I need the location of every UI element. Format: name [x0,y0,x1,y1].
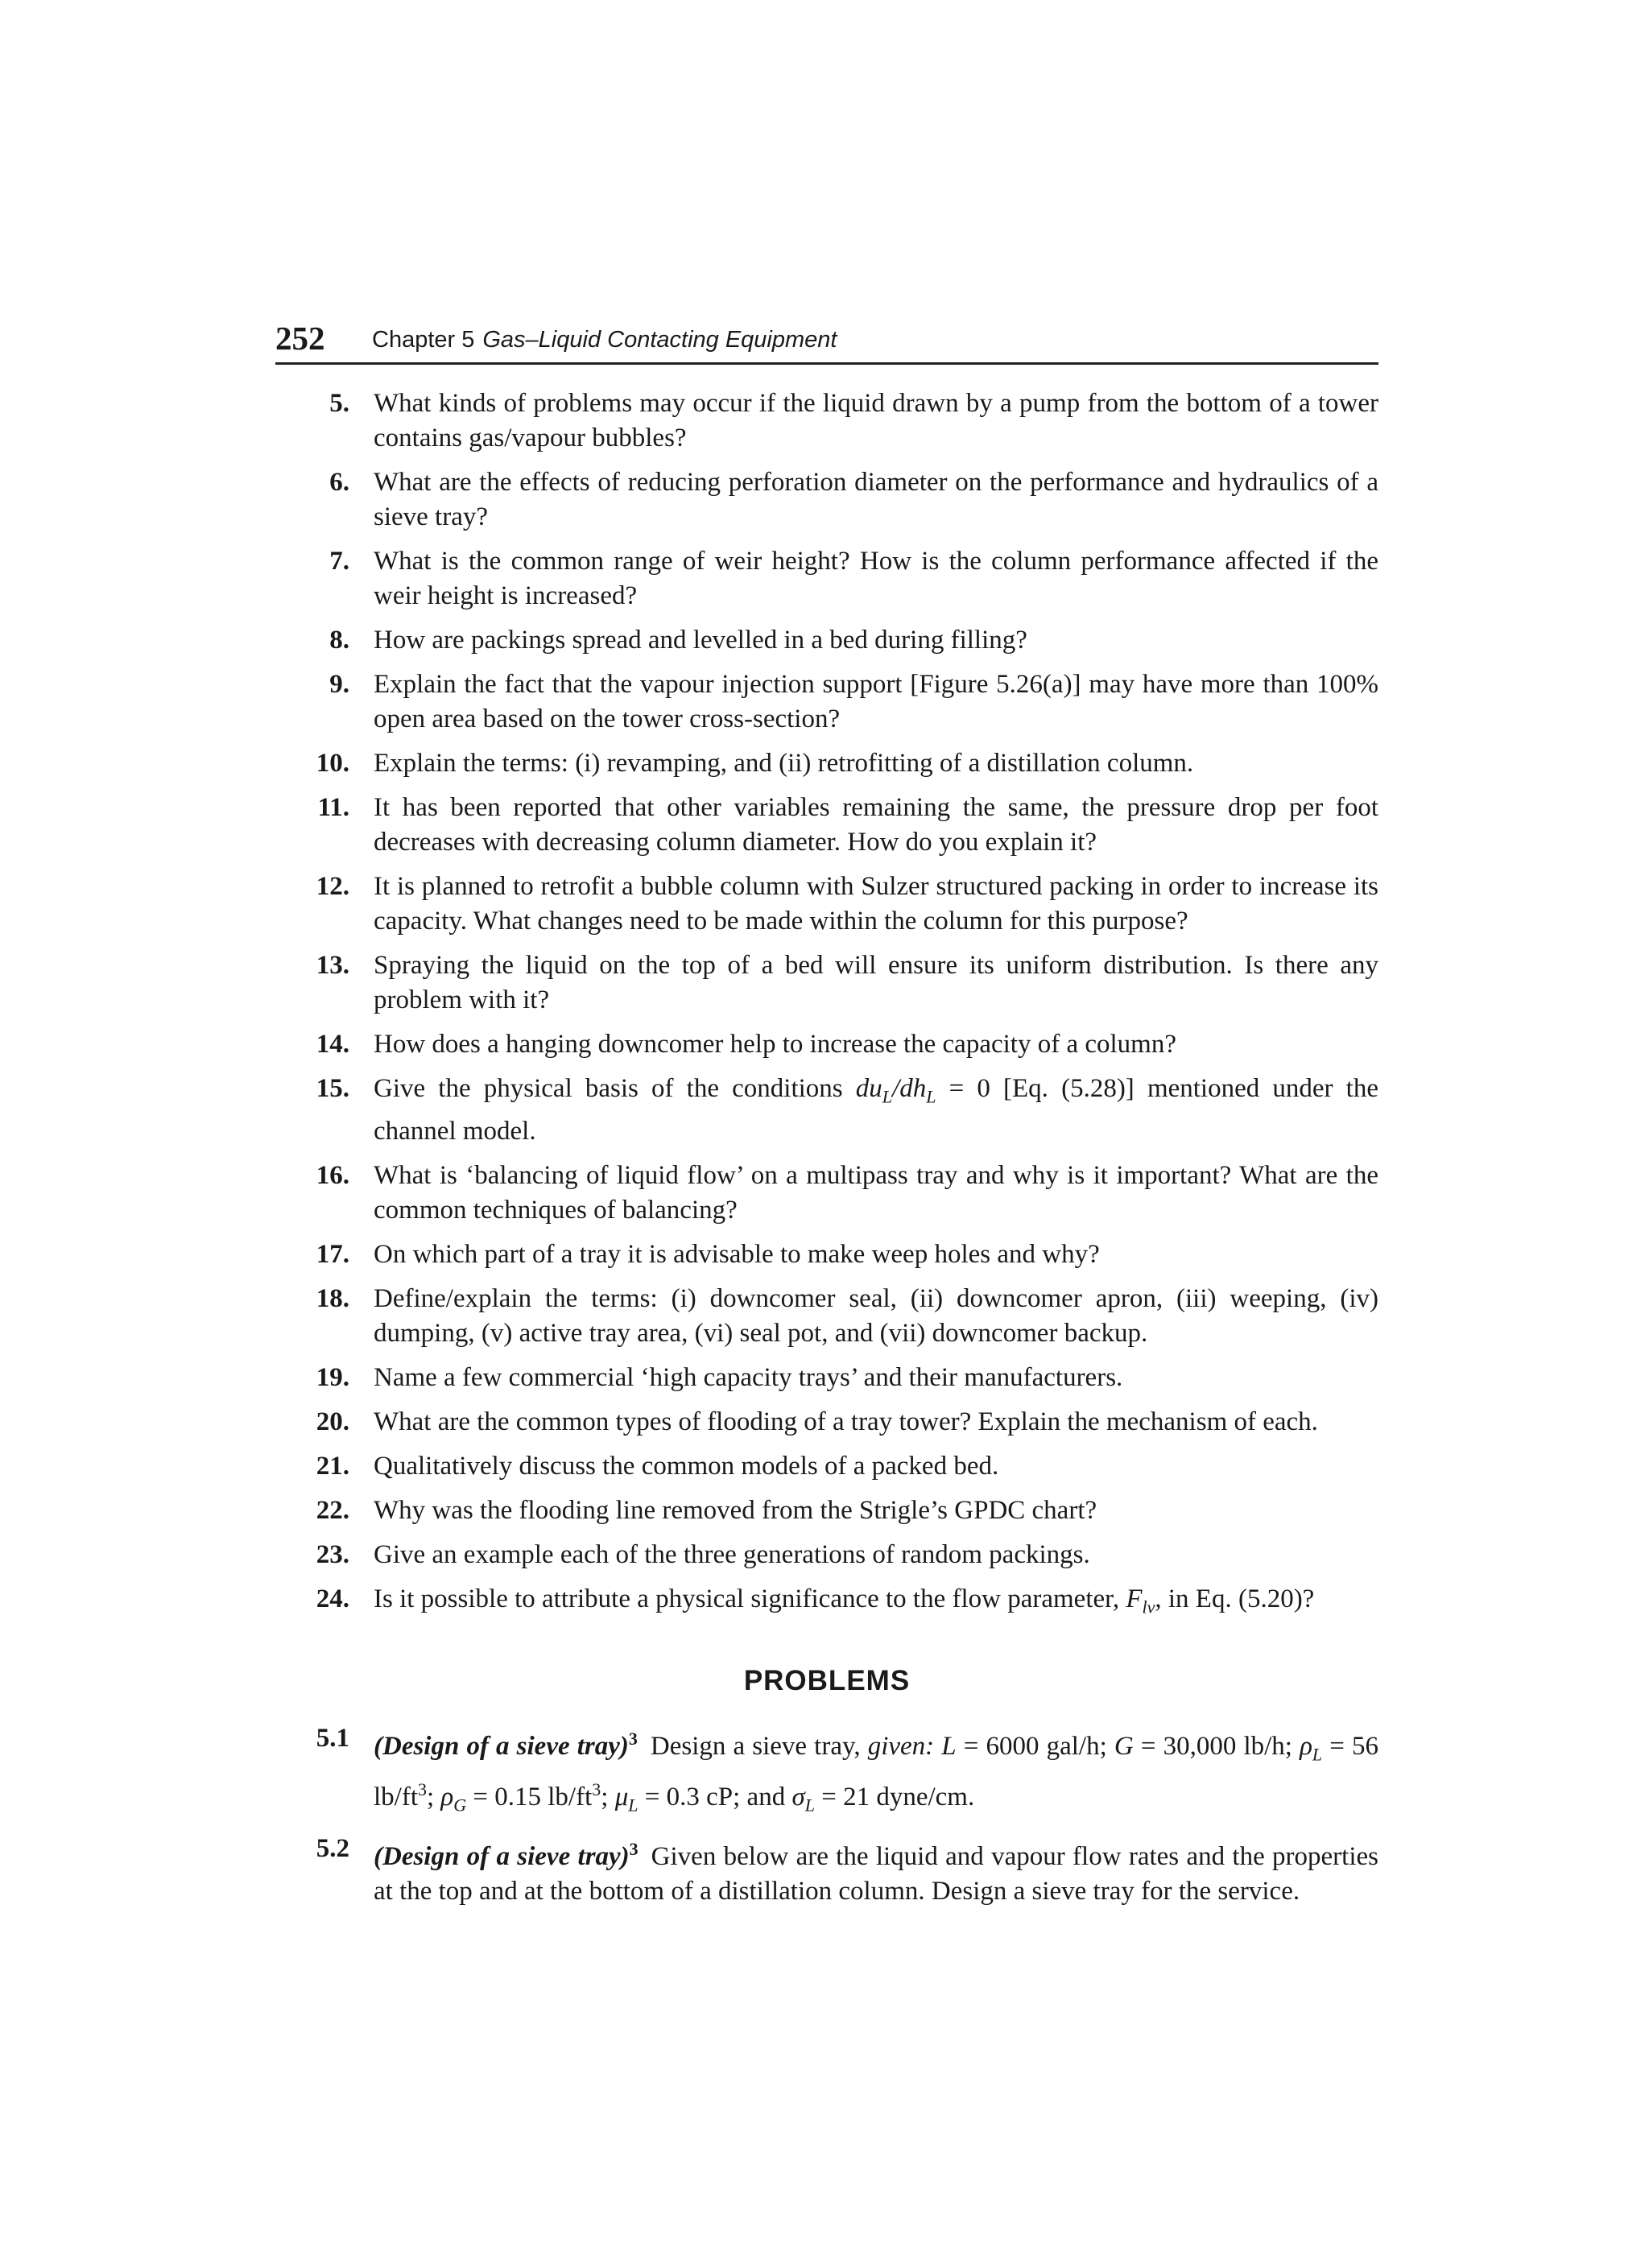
page-header [275,316,1378,365]
question-item [298,465,1378,535]
question-item [298,870,1378,939]
question-number: 18. [316,1283,349,1313]
page-number: 252 [275,320,325,357]
problems-list [298,1721,1378,1919]
question-item [298,1159,1378,1228]
math-subscript: G [453,1795,467,1816]
problem-text: Given below are the liquid and vapour flow rates and the properties at the top and at the bottom of a distillation column. Design a sieve tray for the service. [374,1842,1378,1907]
exponent: 3 [418,1778,427,1799]
question-item [298,1027,1378,1062]
chapter-label: Chapter 5 [372,327,475,353]
problem-number: 5.2 [316,1834,349,1864]
question-item [298,544,1378,613]
question-item [298,386,1378,456]
given-label: given: [867,1732,935,1761]
question-number: 21. [316,1451,349,1481]
question-item [298,667,1378,737]
question-number: 14. [316,1030,349,1059]
problem-title-text: (Design of a sieve tray) [374,1732,629,1761]
question-text: How does a hanging downcomer help to increase the capacity of a column? [374,1030,1176,1059]
math-subscript: L [1312,1744,1323,1765]
question-text: Why was the flooding line removed from the Strigle’s GPDC chart? [374,1495,1097,1525]
reference-superscript: 3 [628,1729,638,1749]
math-variable: L [941,1732,957,1761]
problem-title [374,1839,639,1872]
question-number: 11. [317,793,349,822]
question-text: What is ‘balancing of liquid flow’ on a multipass tray and why is it important? What are the common techniques of balancing? [374,1160,1378,1225]
separator: ; [601,1782,615,1812]
problem-item [298,1832,1378,1909]
question-number: 20. [316,1407,349,1436]
running-head [372,327,837,353]
question-item [298,1582,1378,1625]
math-variable: du [855,1074,882,1103]
math-subscript: L [882,1086,893,1107]
question-text: It has been reported that other variables remaining the same, the pressure drop per foot decreases with decreasing column diameter. How do you explain it? [374,793,1378,857]
question-number: 9. [329,670,349,699]
question-item [298,1449,1378,1484]
chapter-title: Gas–Liquid Contacting Equipment [482,327,837,353]
question-item [298,1072,1378,1149]
question-text: Explain the fact that the vapour injection support [Figure 5.26(a)] may have more than 100% open area based on the tower cross-section? [374,670,1378,733]
separator: ; [427,1782,441,1812]
question-item [298,1538,1378,1572]
problem-title-text: (Design of a sieve tray) [374,1842,630,1872]
math-subscript: lv [1142,1597,1155,1617]
problem-number: 5.1 [316,1724,349,1753]
value-text: = 6000 gal/h; [956,1732,1114,1761]
math-variable: ρ [1300,1732,1312,1761]
math-variable: μ [614,1782,629,1812]
question-number: 15. [316,1074,349,1103]
value-text: = 0.3 cP; and [638,1782,792,1812]
question-number: 6. [329,468,349,497]
question-item [298,746,1378,781]
question-text: Explain the terms: (i) revamping, and (ii) retrofitting of a distillation column. [374,749,1194,778]
question-text: Define/explain the terms: (i) downcomer seal, (ii) downcomer apron, (iii) weeping, (iv) dumping, (v) active tray area, (vi) seal pot, and (vii) downcomer backup. [374,1283,1378,1348]
value-text: = 21 dyne/cm. [814,1782,975,1812]
math-variable: dh [899,1074,927,1103]
value-text: = 56 lb/ft [374,1732,1379,1812]
question-text: Give the physical basis of the conditions [374,1074,856,1103]
math-operator: / [892,1074,900,1103]
math-variable: ρ [440,1782,454,1812]
exponent: 3 [592,1778,601,1799]
math-variable: G [1114,1732,1134,1761]
question-item [298,791,1378,860]
question-number: 10. [316,749,349,778]
question-number: 8. [329,626,349,655]
question-text: What kinds of problems may occur if the liquid drawn by a pump from the bottom of a tower contains gas/vapour bubbles? [374,389,1378,452]
problem-text: Design a sieve tray, [650,1732,868,1761]
question-number: 19. [316,1362,349,1392]
question-number: 5. [329,389,349,418]
math-subscript: L [926,1086,936,1107]
value-text: = 30,000 lb/h; [1133,1732,1300,1761]
question-item [298,1493,1378,1528]
value-text: = 0.15 lb/ft [466,1782,593,1812]
question-item [298,1282,1378,1351]
question-text: On which part of a tray it is advisable to make weep holes and why? [374,1239,1100,1269]
math-subscript: L [804,1795,815,1816]
question-item [298,1361,1378,1395]
question-item [298,948,1378,1018]
question-text: Qualitatively discuss the common models of a packed bed. [374,1451,999,1481]
question-text: It is planned to retrofit a bubble column with Sulzer structured packing in order to increase its capacity. What changes need to be made within the column for this purpose? [374,872,1378,936]
question-item [298,623,1378,658]
question-text: , in Eq. (5.20)? [1155,1584,1315,1613]
problem-item [298,1721,1378,1822]
math-variable: F [1126,1584,1143,1613]
question-text: Is it possible to attribute a physical significance to the flow parameter, [374,1584,1126,1613]
question-text: Give an example each of the three generations of random packings. [374,1539,1090,1569]
question-number: 22. [316,1495,349,1525]
problems-heading: PROBLEMS [743,1665,911,1696]
question-item [298,1405,1378,1440]
question-number: 16. [316,1160,349,1190]
math-variable: σ [791,1782,805,1812]
question-number: 23. [316,1539,349,1569]
question-number: 12. [316,872,349,901]
review-questions-list [298,386,1378,1634]
question-number: 24. [316,1584,349,1613]
reference-superscript: 3 [629,1839,639,1860]
question-number: 17. [316,1239,349,1269]
question-text: What is the common range of weir height? How is the column performance affected if the weir height is increased? [374,547,1378,610]
problem-title [374,1729,638,1761]
question-number: 13. [316,951,349,980]
question-text: What are the effects of reducing perforation diameter on the performance and hydraulics of a sieve tray? [374,468,1378,531]
question-text: Name a few commercial ‘high capacity trays’ and their manufacturers. [374,1362,1123,1392]
math-subscript: L [628,1795,639,1816]
question-text: Spraying the liquid on the top of a bed will ensure its uniform distribution. Is there any problem with it? [374,951,1378,1014]
question-number: 7. [329,547,349,576]
question-text: How are packings spread and levelled in a bed during filling? [374,626,1027,655]
question-text: = 0 [Eq. (5.28)] mentioned under the channel model. [374,1074,1378,1146]
question-item [298,1237,1378,1272]
question-text: What are the common types of flooding of a tray tower? Explain the mechanism of each. [374,1407,1318,1436]
